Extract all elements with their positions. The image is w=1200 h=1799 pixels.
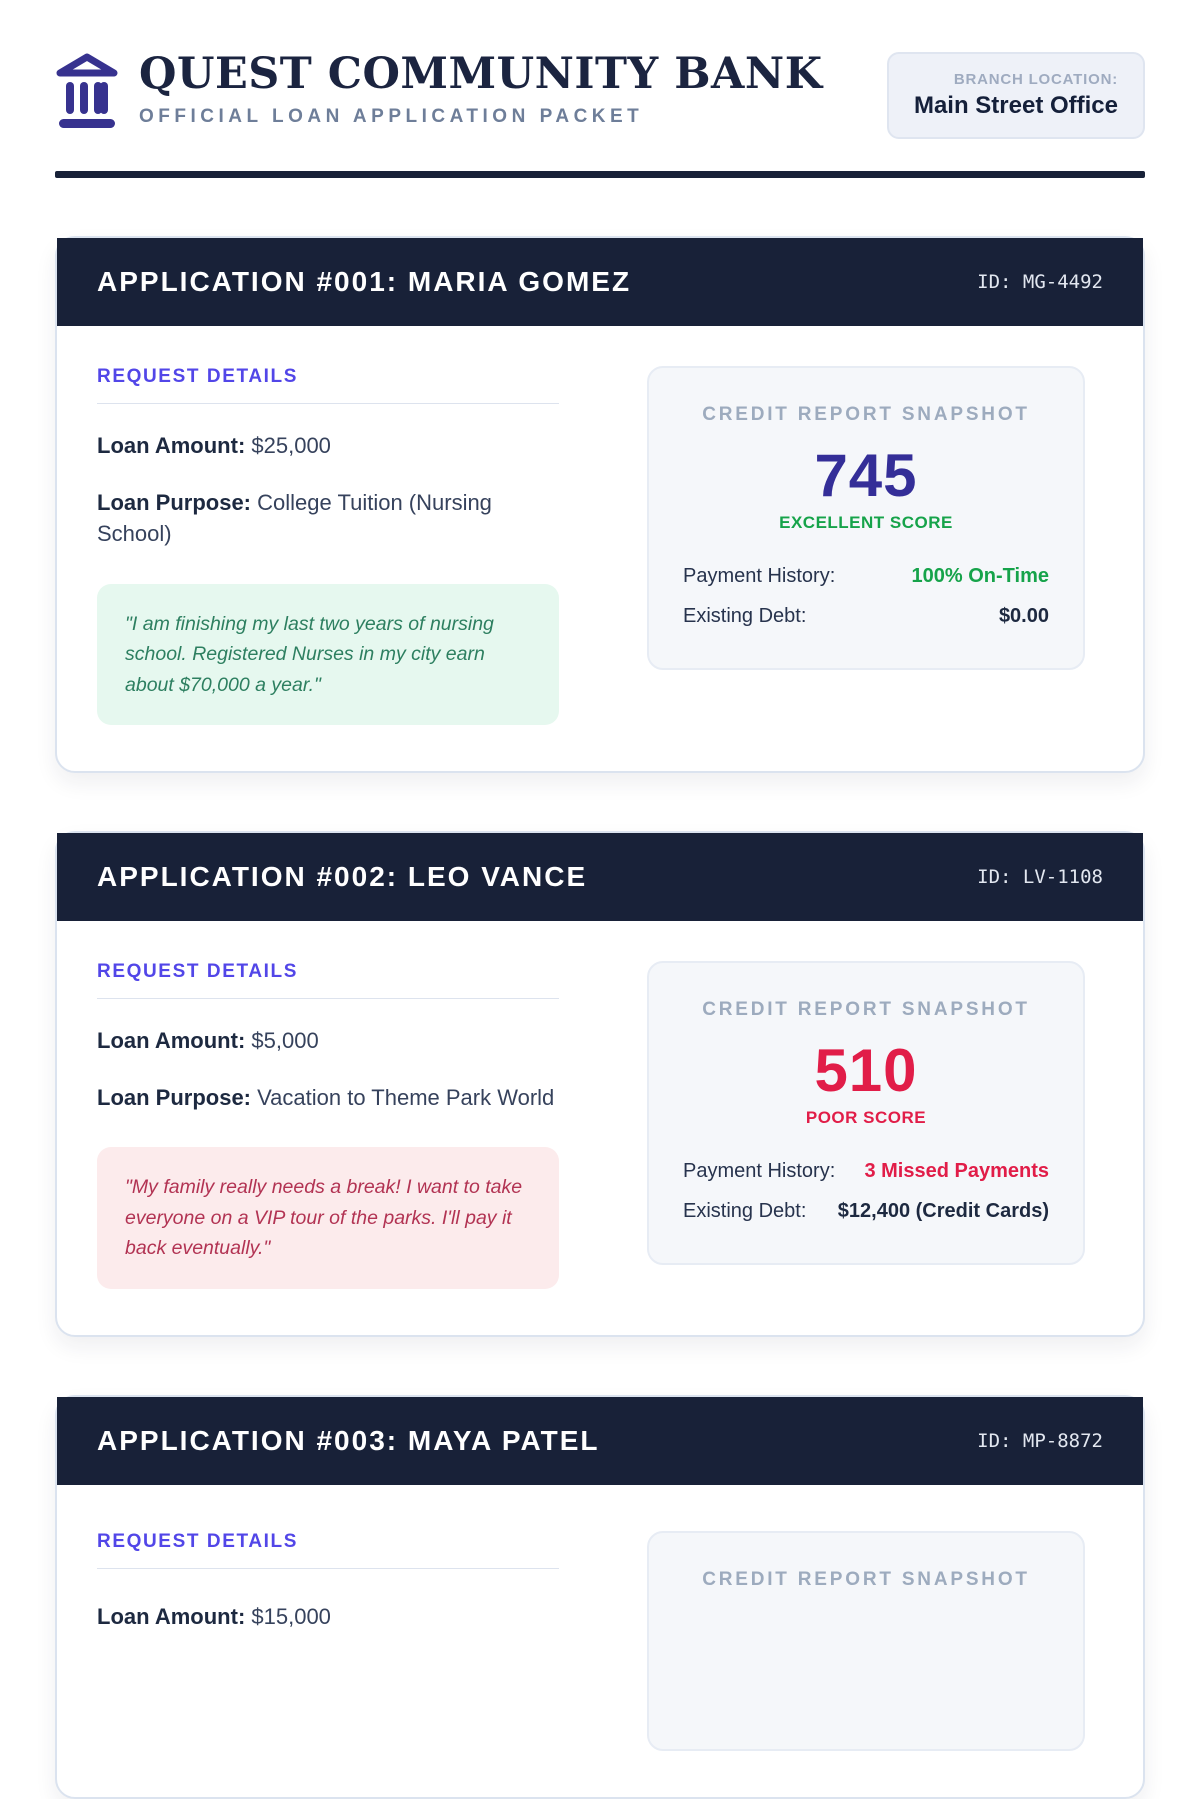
application-id: ID: MG-4492	[977, 271, 1103, 293]
loan-amount-value: $15,000	[251, 1603, 331, 1629]
snapshot-rows	[683, 1160, 1049, 1223]
request-details-column	[97, 366, 559, 725]
payment-history-label: Payment History:	[683, 1159, 836, 1182]
payment-history-row	[683, 1160, 1049, 1183]
existing-debt-row	[683, 605, 1049, 628]
payment-history-row	[683, 565, 1049, 588]
document-header	[0, 0, 1200, 139]
loan-purpose-label: Loan Purpose:	[97, 1085, 252, 1111]
loan-amount-line	[97, 1025, 559, 1056]
loan-purpose-line	[97, 1082, 559, 1113]
application-title: APPLICATION #003: MAYA PATEL	[97, 1424, 600, 1456]
payment-history-value: 3 Missed Payments	[864, 1159, 1049, 1182]
payment-history-label: Payment History:	[683, 565, 836, 587]
application-003-body	[57, 1485, 1143, 1797]
snapshot-rows	[683, 565, 1049, 628]
existing-debt-label: Existing Debt:	[683, 1199, 807, 1222]
snapshot-heading: CREDIT REPORT SNAPSHOT	[702, 1568, 1030, 1590]
application-002-body	[57, 921, 1143, 1335]
loan-amount-line	[97, 1601, 559, 1632]
branch-location-badge	[887, 52, 1145, 139]
existing-debt-value: $12,400 (Credit Cards)	[837, 1199, 1049, 1222]
application-003-header	[57, 1397, 1143, 1485]
credit-column	[647, 366, 1085, 725]
branch-label: BRANCH LOCATION:	[953, 71, 1118, 88]
existing-debt-label: Existing Debt:	[683, 605, 807, 627]
applicant-quote: "My family really needs a break! I want to take everyone on a VIP tour of the parks. I'll pay it back eventually."	[97, 1147, 559, 1288]
branch-value: Main Street Office	[913, 92, 1118, 119]
application-002-header	[57, 833, 1143, 921]
brand	[55, 49, 823, 128]
snapshot-heading: CREDIT REPORT SNAPSHOT	[702, 998, 1030, 1020]
request-details-heading: REQUEST DETAILS	[97, 961, 559, 999]
application-001-body	[57, 326, 1143, 771]
loan-purpose-value: College Tuition (Nursing School)	[97, 490, 492, 547]
brand-text	[139, 49, 823, 128]
bank-name: QUEST COMMUNITY BANK	[139, 49, 823, 99]
credit-column	[647, 961, 1085, 1289]
loan-amount-value: $5,000	[251, 1027, 319, 1053]
application-title: APPLICATION #001: MARIA GOMEZ	[97, 266, 632, 297]
loan-amount-line	[97, 430, 559, 461]
existing-debt-row	[683, 1200, 1049, 1223]
credit-report-snapshot	[647, 961, 1085, 1265]
application-card-003	[55, 1395, 1145, 1799]
application-id: ID: MP-8872	[977, 1429, 1103, 1452]
application-card-002	[55, 831, 1145, 1337]
application-001-header	[57, 238, 1143, 326]
credit-score-label: EXCELLENT SCORE	[779, 513, 953, 532]
credit-report-snapshot	[647, 366, 1085, 670]
credit-score-label: POOR SCORE	[805, 1107, 927, 1127]
snapshot-heading: CREDIT REPORT SNAPSHOT	[702, 404, 1030, 425]
request-details-heading: REQUEST DETAILS	[97, 366, 559, 404]
request-details-column	[97, 961, 559, 1289]
bank-building-icon	[55, 52, 119, 128]
credit-score: 510	[814, 1036, 918, 1104]
loan-amount-label: Loan Amount:	[97, 1603, 246, 1629]
payment-history-value: 100% On-Time	[911, 565, 1049, 587]
loan-amount-label: Loan Amount:	[97, 433, 246, 458]
application-title: APPLICATION #002: LEO VANCE	[97, 860, 588, 892]
credit-score: 745	[814, 442, 918, 509]
header-divider	[55, 171, 1145, 178]
existing-debt-value: $0.00	[998, 605, 1049, 627]
packet-tagline: OFFICIAL LOAN APPLICATION PACKET	[139, 106, 644, 128]
loan-purpose-label: Loan Purpose:	[97, 490, 252, 516]
credit-column	[647, 1531, 1085, 1751]
application-card-001	[55, 236, 1145, 773]
loan-amount-value: $25,000	[251, 433, 331, 458]
request-details-heading: REQUEST DETAILS	[97, 1531, 559, 1569]
loan-purpose-value: Vacation to Theme Park World	[257, 1085, 555, 1111]
request-details-column	[97, 1531, 559, 1751]
applicant-quote: "I am finishing my last two years of nursing school. Registered Nurses in my city earn about $70,000 a year."	[97, 584, 559, 725]
credit-report-snapshot	[647, 1531, 1085, 1751]
loan-amount-label: Loan Amount:	[97, 1027, 246, 1053]
application-id: ID: LV-1108	[977, 865, 1103, 888]
loan-purpose-line	[97, 487, 559, 549]
